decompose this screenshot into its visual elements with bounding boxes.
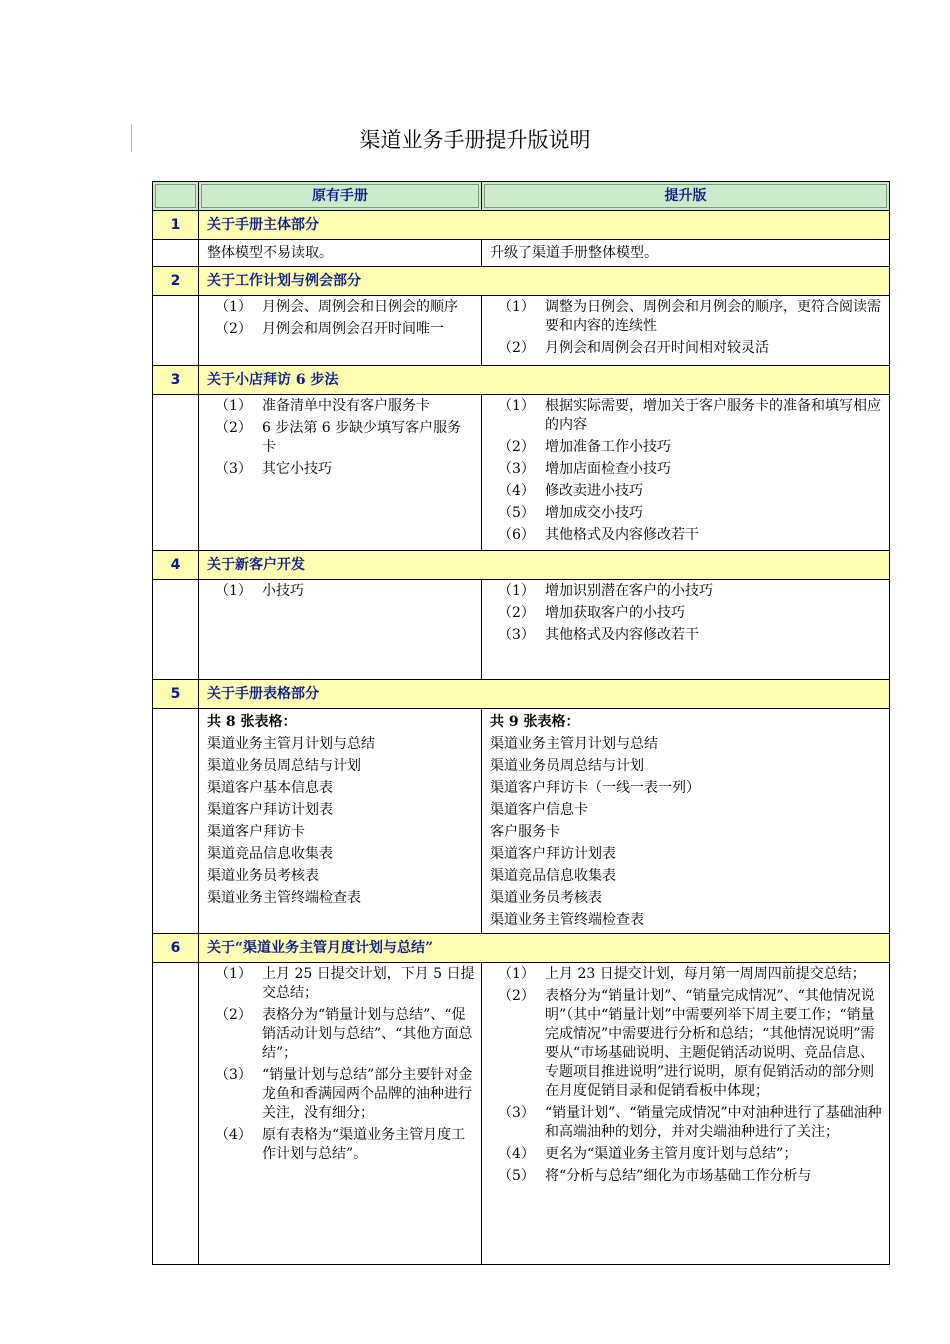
item-number: （2） xyxy=(498,439,535,455)
item-number: （1） xyxy=(215,398,252,414)
section-index-blank xyxy=(153,395,199,551)
item-number: （3） xyxy=(215,1067,252,1083)
item-text: 修改卖进小技巧 xyxy=(545,483,643,499)
item-text: 月例会、周例会和日例会的顺序 xyxy=(262,299,458,315)
item-text: 其它小技巧 xyxy=(262,461,332,477)
item-number: （1） xyxy=(498,398,535,414)
new-table-name: 渠道客户拜访计划表 xyxy=(490,846,616,862)
new-list-item xyxy=(490,582,883,601)
section-title: 关于“渠道业务主管月度计划与总结” xyxy=(199,934,890,963)
new-content-cell xyxy=(482,963,890,1265)
item-text: 增加识别潜在客户的小技巧 xyxy=(545,583,713,599)
new-content-cell xyxy=(482,580,890,680)
item-number: （1） xyxy=(498,583,535,599)
section-body-row xyxy=(153,296,890,366)
header-new-cell xyxy=(482,182,890,211)
item-text: 准备清单中没有客户服务卡 xyxy=(262,398,430,414)
old-table-name: 渠道竞品信息收集表 xyxy=(207,846,333,862)
new-list-item xyxy=(490,965,883,984)
old-table-count: 共 8 张表格： xyxy=(207,714,297,730)
item-text: 增加准备工作小技巧 xyxy=(545,439,671,455)
item-number: （5） xyxy=(498,505,535,521)
old-content-cell xyxy=(199,395,482,551)
item-text: 增加成交小技巧 xyxy=(545,505,643,521)
new-list-item xyxy=(490,298,883,336)
old-list-item xyxy=(207,582,475,601)
item-text: “销量计划与总结”部分主要针对金龙鱼和香满园两个品牌的油种进行关注，没有细分； xyxy=(262,1067,473,1121)
new-list-item xyxy=(490,987,883,1101)
item-text: 月例会和周例会召开时间唯一 xyxy=(262,321,444,337)
new-table-name: 渠道业务员周总结与计划 xyxy=(490,758,644,774)
new-list-item xyxy=(490,397,883,435)
old-table-name: 渠道客户基本信息表 xyxy=(207,780,333,796)
new-list-item xyxy=(490,339,883,358)
old-content-cell xyxy=(199,709,482,934)
item-text: 6 步法第 6 步缺少填写客户服务卡 xyxy=(262,420,462,455)
table-header-row xyxy=(153,182,890,211)
old-content-cell xyxy=(199,296,482,366)
item-number: （2） xyxy=(498,988,535,1004)
section-number: 3 xyxy=(153,366,199,395)
header-old-cell xyxy=(199,182,482,211)
new-table-name: 渠道竞品信息收集表 xyxy=(490,868,616,884)
item-number: （2） xyxy=(215,321,252,337)
new-table-name: 客户服务卡 xyxy=(490,824,560,840)
section-header-row xyxy=(153,267,890,296)
item-text: 调整为日例会、周例会和月例会的顺序，更符合阅读需要和内容的连续性 xyxy=(545,299,881,334)
old-list-item xyxy=(207,320,475,339)
new-table-name: 渠道业务主管终端检查表 xyxy=(490,912,644,928)
new-list-item xyxy=(490,438,883,457)
new-list-item xyxy=(490,460,883,479)
section-header-row xyxy=(153,211,890,240)
item-text: 上月 25 日提交计划，下月 5 日提交总结； xyxy=(262,966,475,1001)
new-list-item xyxy=(490,604,883,623)
old-content-cell xyxy=(199,240,482,267)
new-list-item xyxy=(490,1167,883,1186)
old-list-item xyxy=(207,1006,475,1063)
item-text: 增加获取客户的小技巧 xyxy=(545,605,685,621)
header-new-label: 提升版 xyxy=(484,184,887,208)
item-text: 其他格式及内容修改若干 xyxy=(545,527,699,543)
item-number: （1） xyxy=(215,966,252,982)
section-title: 关于手册表格部分 xyxy=(199,680,890,709)
item-text: 将“分析与总结”细化为市场基础工作分析与 xyxy=(545,1168,812,1184)
new-list-item xyxy=(490,504,883,523)
section-index-blank xyxy=(153,580,199,680)
section-title: 关于小店拜访 6 步法 xyxy=(199,366,890,395)
item-text: 增加店面检查小技巧 xyxy=(545,461,671,477)
new-list-item xyxy=(490,1145,883,1164)
item-number: （3） xyxy=(498,461,535,477)
header-index-cell xyxy=(153,182,199,211)
item-text: 表格分为“销量计划”、“销量完成情况”、“其他情况说明”（其中“销量计划”中需要列举下周主要工作；“销量完成情况”中需要进行分析和总结；“其他情况说明”需要从“市场基础说明、主题促销活动说明、竞品信息、专题项目推进说明”进行说明，原有促销活动的部分则在月度促销目录和促销看板中体现； xyxy=(545,988,875,1099)
section-index-blank xyxy=(153,709,199,934)
old-table-name: 渠道业务主管终端检查表 xyxy=(207,890,361,906)
new-content-cell xyxy=(482,240,890,267)
new-text: 升级了渠道手册整体模型。 xyxy=(490,245,658,261)
new-table-name: 渠道客户信息卡 xyxy=(490,802,588,818)
item-number: （2） xyxy=(498,340,535,356)
new-content-cell xyxy=(482,296,890,366)
old-list-item xyxy=(207,419,475,457)
item-number: （2） xyxy=(215,420,252,436)
new-list-item xyxy=(490,526,883,545)
new-table-count: 共 9 张表格： xyxy=(490,714,580,730)
item-number: （1） xyxy=(498,966,535,982)
section-number: 6 xyxy=(153,934,199,963)
old-list-item xyxy=(207,397,475,416)
new-table-name: 渠道业务员考核表 xyxy=(490,890,602,906)
item-number: （3） xyxy=(215,461,252,477)
comparison-table xyxy=(152,181,890,1265)
new-table-name: 渠道业务主管月计划与总结 xyxy=(490,736,658,752)
item-number: （4） xyxy=(215,1127,252,1143)
section-body-row xyxy=(153,240,890,267)
item-number: （3） xyxy=(498,1105,535,1121)
section-body-row xyxy=(153,580,890,680)
item-text: 上月 23 日提交计划，每月第一周周四前提交总结； xyxy=(545,966,866,982)
old-list-item xyxy=(207,965,475,1003)
section-body-row xyxy=(153,395,890,551)
section-number: 2 xyxy=(153,267,199,296)
item-number: （2） xyxy=(498,605,535,621)
section-header-row xyxy=(153,680,890,709)
item-number: （4） xyxy=(498,1146,535,1162)
old-list-item xyxy=(207,298,475,317)
new-content-cell xyxy=(482,709,890,934)
item-number: （6） xyxy=(498,527,535,543)
section-number: 4 xyxy=(153,551,199,580)
section-title: 关于手册主体部分 xyxy=(199,211,890,240)
new-content-cell xyxy=(482,395,890,551)
section-header-row xyxy=(153,934,890,963)
old-table-name: 渠道客户拜访卡 xyxy=(207,824,305,840)
item-number: （1） xyxy=(215,583,252,599)
new-list-item xyxy=(490,1104,883,1142)
item-text: 月例会和周例会召开时间相对较灵活 xyxy=(545,340,769,356)
old-table-name: 渠道业务主管月计划与总结 xyxy=(207,736,375,752)
item-text: 原有表格为“渠道业务主管月度工作计划与总结”。 xyxy=(262,1127,466,1162)
section-number: 5 xyxy=(153,680,199,709)
section-body-row xyxy=(153,709,890,934)
item-text: 其他格式及内容修改若干 xyxy=(545,627,699,643)
new-list-item xyxy=(490,626,883,645)
new-table-name: 渠道客户拜访卡（一线一表一列） xyxy=(490,780,700,796)
old-table-name: 渠道客户拜访计划表 xyxy=(207,802,333,818)
old-text: 整体模型不易读取。 xyxy=(207,245,333,261)
item-text: “销量计划”、“销量完成情况”中对油种进行了基础油种和高端油种的划分，并对尖端油种进行了关注； xyxy=(545,1105,882,1140)
item-number: （4） xyxy=(498,483,535,499)
item-text: 更名为“渠道业务主管月度计划与总结”； xyxy=(545,1146,798,1162)
item-text: 表格分为“销量计划与总结”、“促销活动计划与总结”、“其他方面总结”； xyxy=(262,1007,473,1061)
section-title: 关于新客户开发 xyxy=(199,551,890,580)
section-title: 关于工作计划与例会部分 xyxy=(199,267,890,296)
item-number: （3） xyxy=(498,627,535,643)
old-content-cell xyxy=(199,963,482,1265)
old-content-cell xyxy=(199,580,482,680)
document-title: 渠道业务手册提升版说明 xyxy=(359,128,591,152)
section-index-blank xyxy=(153,963,199,1265)
section-number: 1 xyxy=(153,211,199,240)
item-number: （2） xyxy=(215,1007,252,1023)
old-list-item xyxy=(207,1066,475,1123)
item-text: 根据实际需要，增加关于客户服务卡的准备和填写相应的内容 xyxy=(545,398,881,433)
new-list-item xyxy=(490,482,883,501)
header-old-label: 原有手册 xyxy=(201,184,479,208)
item-number: （1） xyxy=(215,299,252,315)
item-number: （5） xyxy=(498,1168,535,1184)
section-index-blank xyxy=(153,240,199,267)
old-table-name: 渠道业务员考核表 xyxy=(207,868,319,884)
section-index-blank xyxy=(153,296,199,366)
old-table-name: 渠道业务员周总结与计划 xyxy=(207,758,361,774)
section-body-row xyxy=(153,963,890,1265)
old-list-item xyxy=(207,460,475,479)
item-number: （1） xyxy=(498,299,535,315)
old-list-item xyxy=(207,1126,475,1164)
section-header-row xyxy=(153,551,890,580)
item-text: 小技巧 xyxy=(262,583,304,599)
section-header-row xyxy=(153,366,890,395)
